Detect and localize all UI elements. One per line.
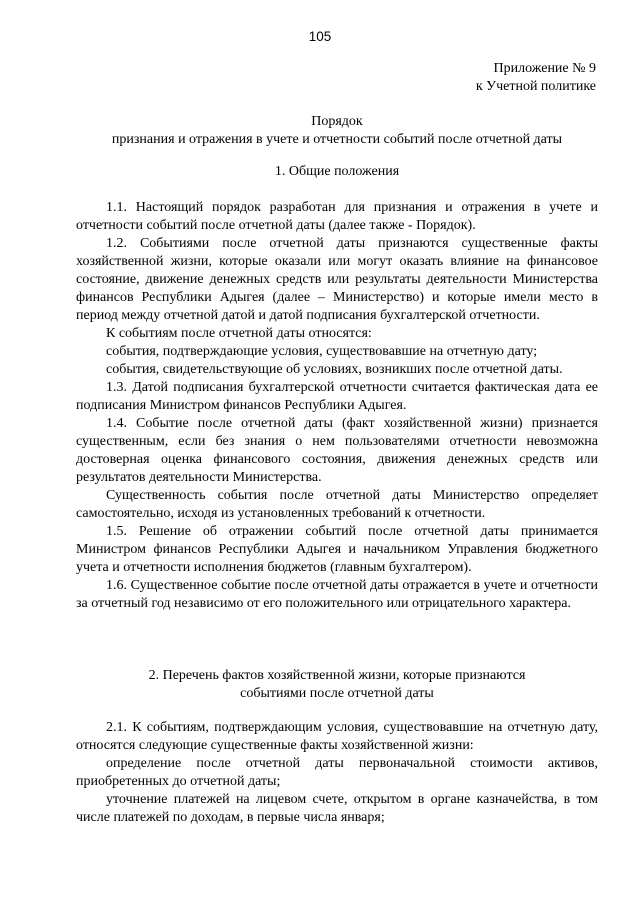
appendix-line-2: к Учетной политике [475, 79, 596, 94]
section-2-heading-line-2: событиями после отчетной даты [240, 686, 434, 701]
title-line-1: Порядок [311, 114, 363, 129]
paragraph-1-5: 1.5. Решение об отражении событий после отчетной даты принимается Министром финансов Республики Адыгея и начальником Управления бюджетного учета и отчетности исполнения бюджетов (главным бухгалтером). [76, 524, 598, 575]
page-number: 105 [308, 29, 332, 44]
paragraph-events-intro: К событиям после отчетной даты относятся: [106, 326, 372, 341]
paragraph-1-6: 1.6. Существенное событие после отчетной даты отражается в учете и отчетности за отчетный год независимо от его положительного или отрицательного характера. [76, 578, 598, 611]
appendix-line-1: Приложение № 9 [493, 61, 596, 76]
paragraph-materiality: Существенность события после отчетной даты Министерство определяет самостоятельно, исходя из установленных требований к отчетности. [76, 488, 598, 521]
title-line-2: признания и отражения в учете и отчетности событий после отчетной даты [111, 132, 563, 147]
paragraph-events-confirming: события, подтверждающие условия, существовавшие на отчетную дату; [106, 344, 538, 359]
section-2-heading [76, 667, 598, 703]
paragraph-payments: уточнение платежей на лицевом счете, открытом в органе казначейства, в том числе платежей по доходам, в первые числа января; [76, 792, 598, 825]
paragraph-1-3: 1.3. Датой подписания бухгалтерской отчетности считается фактическая дата ее подписания Министром финансов Республики Адыгея. [76, 380, 598, 413]
section-1-body [76, 199, 598, 613]
paragraph-1-2: 1.2. Событиями после отчетной даты признаются существенные факты хозяйственной жизни, которые оказали или могут оказать влияние на финансовое состояние, движение денежных средств или результаты деятельности Министерства финансов Республики Адыгея (далее – Министерство) и которые имели место в период между отчетной датой и датой подписания бухгалтерской отчетности. [76, 236, 598, 323]
section-2-heading-line-1: 2. Перечень фактов хозяйственной жизни, которые признаются [148, 668, 526, 683]
paragraph-2-1: 2.1. К событиям, подтверждающим условия, существовавшие на отчетную дату, относятся следующие существенные факты хозяйственной жизни: [76, 720, 598, 753]
paragraph-events-evidencing: события, свидетельствующие об условиях, возникших после отчетной даты. [106, 362, 563, 377]
paragraph-initial-cost: определение после отчетной даты первоначальной стоимости активов, приобретенных до отчетной даты; [76, 756, 598, 789]
document-title [76, 113, 598, 149]
paragraph-1-1: 1.1. Настоящий порядок разработан для признания и отражения в учете и отчетности событий после отчетной даты (далее также - Порядок). [76, 200, 598, 233]
appendix-label [476, 60, 596, 96]
paragraph-1-4: 1.4. Событие после отчетной даты (факт хозяйственной жизни) признается существенным, если без знания о нем пользователями отчетности невозможна достоверная оценка финансового состояния, движения денежных средств или результатов деятельности Министерства. [76, 416, 598, 485]
section-2-body [76, 719, 598, 827]
section-1-heading: 1. Общие положения [274, 164, 400, 179]
